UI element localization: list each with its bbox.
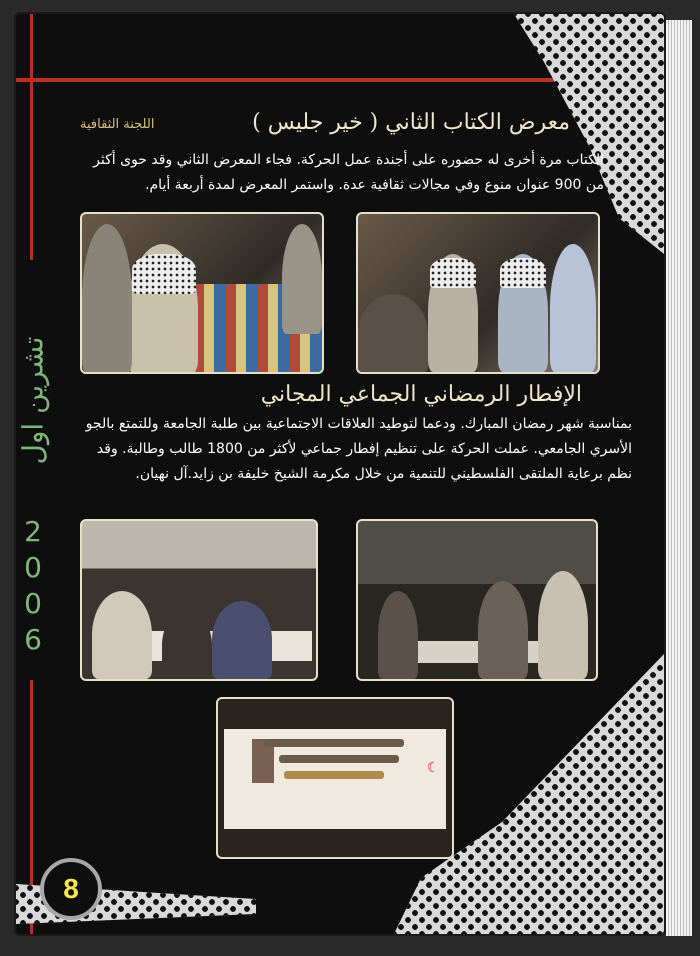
- sidebar-year: [16, 514, 50, 658]
- year-digit: 0: [24, 587, 42, 620]
- page-number: 8: [40, 858, 102, 920]
- photo-iftar-banner: [216, 697, 454, 859]
- photo-book-fair-2: [356, 212, 600, 374]
- photo-iftar-1: [80, 519, 318, 681]
- page-edges: [666, 20, 692, 936]
- section1-text: الكتاب مرة أخرى له حضوره على أجندة عمل الحركة. فجاء المعرض الثاني وقد حوى أكثر من 900 عنوان منوع وفي مجالات ثقافية عدة. واستمر المعرض لمدة أربعة أيام.: [93, 152, 604, 193]
- year-digit: 0: [24, 551, 42, 584]
- year-digit: 2: [24, 515, 42, 548]
- crescent-logo-icon: ☾: [426, 760, 440, 776]
- magazine-page: [16, 14, 664, 934]
- sidebar-month: تشرين اول: [16, 336, 50, 465]
- photo-iftar-2: [356, 519, 598, 681]
- section2-text: بمناسبة شهر رمضان المبارك. ودعما لتوطيد العلاقات الاجتماعية بين طلبة الجامعة وللتمتع بالجو الأسري الجامعي. عملت الحركة على تنظيم إفطار جماعي لأكثر من 1800 طالب وطالبة. وقد نظم برعاية الملتقى الفلسطيني للتنمية من خلال مكرمة الشيخ خليفة بن زايد.آل نهيان.: [85, 416, 632, 482]
- photo-book-fair-1: [80, 212, 324, 374]
- section1-title: معرض الكتاب الثاني ( خير جليس ): [252, 110, 570, 135]
- year-digit: 6: [24, 623, 42, 656]
- section2-title: الإفطار الرمضاني الجماعي المجاني: [260, 382, 582, 407]
- sponsor-banner: [224, 729, 446, 829]
- committee-label: اللجنة الثقافية: [80, 117, 155, 132]
